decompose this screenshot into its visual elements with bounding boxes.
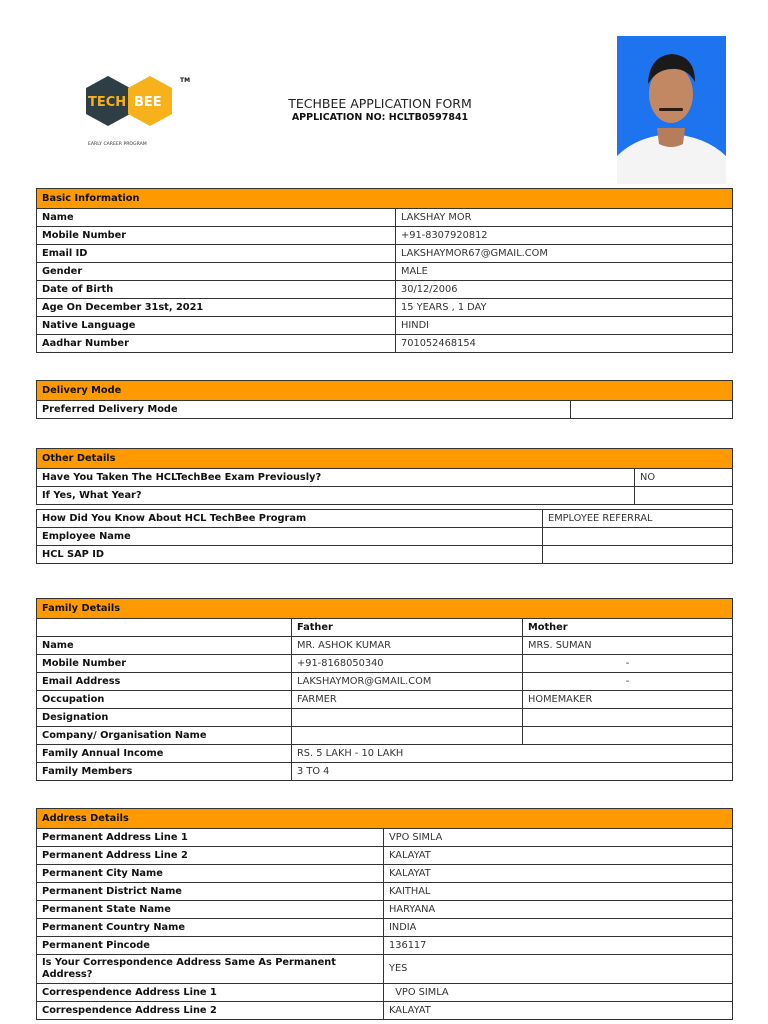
logo-text-tech: TECH (88, 95, 127, 110)
table-row: Native Language HINDI (37, 317, 733, 335)
section-heading-delivery: Delivery Mode (37, 381, 733, 401)
section-heading-family: Family Details (37, 599, 733, 619)
table-row: Is Your Correspondence Address Same As Permanent Address? YES (37, 955, 733, 984)
correspondence-address-line-2: KALAYAT (384, 1002, 733, 1020)
section-heading-address: Address Details (37, 809, 733, 829)
application-number: APPLICATION NO: HCLTB0597841 (291, 112, 469, 123)
table-row: Designation (37, 709, 733, 727)
basic-information-table (36, 188, 733, 353)
referral-source: EMPLOYEE REFERRAL (543, 510, 733, 528)
applicant-name: LAKSHAY MOR (396, 209, 733, 227)
table-row: Correspendence Address Line 1 VPO SIMLA (37, 984, 733, 1002)
table-row: Permanent Address Line 2 KALAYAT (37, 847, 733, 865)
previous-exam-answer: NO (635, 469, 733, 487)
applicant-mobile: +91-8307920812 (396, 227, 733, 245)
father-occupation: FARMER (292, 691, 523, 709)
section-heading-basic: Basic Information (37, 189, 733, 209)
permanent-city: KALAYAT (384, 865, 733, 883)
address-details-table (36, 808, 733, 1020)
mother-occupation: HOMEMAKER (523, 691, 733, 709)
mother-mobile: - (523, 655, 733, 673)
section-heading-other: Other Details (37, 449, 733, 469)
table-row: Permanent Address Line 1 VPO SIMLA (37, 829, 733, 847)
applicant-age: 15 YEARS , 1 DAY (396, 299, 733, 317)
permanent-address-line-1: VPO SIMLA (384, 829, 733, 847)
correspondence-address-line-1: VPO SIMLA (384, 984, 733, 1002)
table-row: Name MR. ASHOK KUMAR MRS. SUMAN (37, 637, 733, 655)
table-row: Gender MALE (37, 263, 733, 281)
permanent-address-line-2: KALAYAT (384, 847, 733, 865)
hcl-sap-id (543, 546, 733, 564)
mother-name: MRS. SUMAN (523, 637, 733, 655)
previous-exam-year (635, 487, 733, 505)
table-row: Family Members 3 TO 4 (37, 763, 733, 781)
table-row: Permanent Pincode 136117 (37, 937, 733, 955)
family-members: 3 TO 4 (292, 763, 733, 781)
preferred-delivery-mode (571, 401, 733, 419)
table-row: Correspendence Address Line 2 KALAYAT (37, 1002, 733, 1020)
applicant-dob: 30/12/2006 (396, 281, 733, 299)
permanent-district: KAITHAL (384, 883, 733, 901)
father-company (292, 727, 523, 745)
logo-tm: TM (180, 77, 191, 84)
table-row: Permanent City Name KALAYAT (37, 865, 733, 883)
table-row: Aadhar Number 701052468154 (37, 335, 733, 353)
correspondence-same-answer: YES (384, 955, 733, 984)
table-row: Email ID LAKSHAYMOR67@GMAIL.COM (37, 245, 733, 263)
table-row: How Did You Know About HCL TechBee Program EMPLOYEE REFERRAL (37, 510, 733, 528)
table-row: If Yes, What Year? (37, 487, 733, 505)
applicant-gender: MALE (396, 263, 733, 281)
mother-designation (523, 709, 733, 727)
logo-tagline: EARLY CAREER PROGRAM (88, 142, 147, 147)
table-row: Permanent District Name KAITHAL (37, 883, 733, 901)
father-email: LAKSHAYMOR@GMAIL.COM (292, 673, 523, 691)
table-row: Company/ Organisation Name (37, 727, 733, 745)
table-row: Permanent State Name HARYANA (37, 901, 733, 919)
employee-name (543, 528, 733, 546)
table-row: Family Annual Income RS. 5 LAKH - 10 LAKH (37, 745, 733, 763)
father-designation (292, 709, 523, 727)
mother-company (523, 727, 733, 745)
applicant-aadhar: 701052468154 (396, 335, 733, 353)
table-row: Employee Name (37, 528, 733, 546)
table-row: HCL SAP ID (37, 546, 733, 564)
table-row: Email Address LAKSHAYMOR@GMAIL.COM - (37, 673, 733, 691)
table-row: Mobile Number +91-8307920812 (37, 227, 733, 245)
permanent-state: HARYANA (384, 901, 733, 919)
other-details-table (36, 448, 733, 564)
table-row: Date of Birth 30/12/2006 (37, 281, 733, 299)
table-row: Occupation FARMER HOMEMAKER (37, 691, 733, 709)
table-row: Age On December 31st, 2021 15 YEARS , 1 DAY (37, 299, 733, 317)
applicant-email: LAKSHAYMOR67@GMAIL.COM (396, 245, 733, 263)
permanent-country: INDIA (384, 919, 733, 937)
delivery-mode-table (36, 380, 733, 419)
applicant-photo (617, 36, 726, 184)
father-name: MR. ASHOK KUMAR (292, 637, 523, 655)
table-row: Permanent Country Name INDIA (37, 919, 733, 937)
father-mobile: +91-8168050340 (292, 655, 523, 673)
logo-text-bee: BEE (134, 95, 162, 110)
column-mother: Mother (523, 619, 733, 637)
table-row: Mobile Number +91-8168050340 - (37, 655, 733, 673)
family-annual-income: RS. 5 LAKH - 10 LAKH (292, 745, 733, 763)
family-details-table (36, 598, 733, 781)
techbee-logo (82, 74, 202, 152)
table-header-row (37, 619, 733, 637)
applicant-language: HINDI (396, 317, 733, 335)
table-row: Name LAKSHAY MOR (37, 209, 733, 227)
mother-email: - (523, 673, 733, 691)
table-row: Preferred Delivery Mode (37, 401, 733, 419)
column-father: Father (292, 619, 523, 637)
table-row: Have You Taken The HCLTechBee Exam Previously? NO (37, 469, 733, 487)
permanent-pincode: 136117 (384, 937, 733, 955)
form-title: TECHBEE APPLICATION FORM (288, 96, 472, 111)
